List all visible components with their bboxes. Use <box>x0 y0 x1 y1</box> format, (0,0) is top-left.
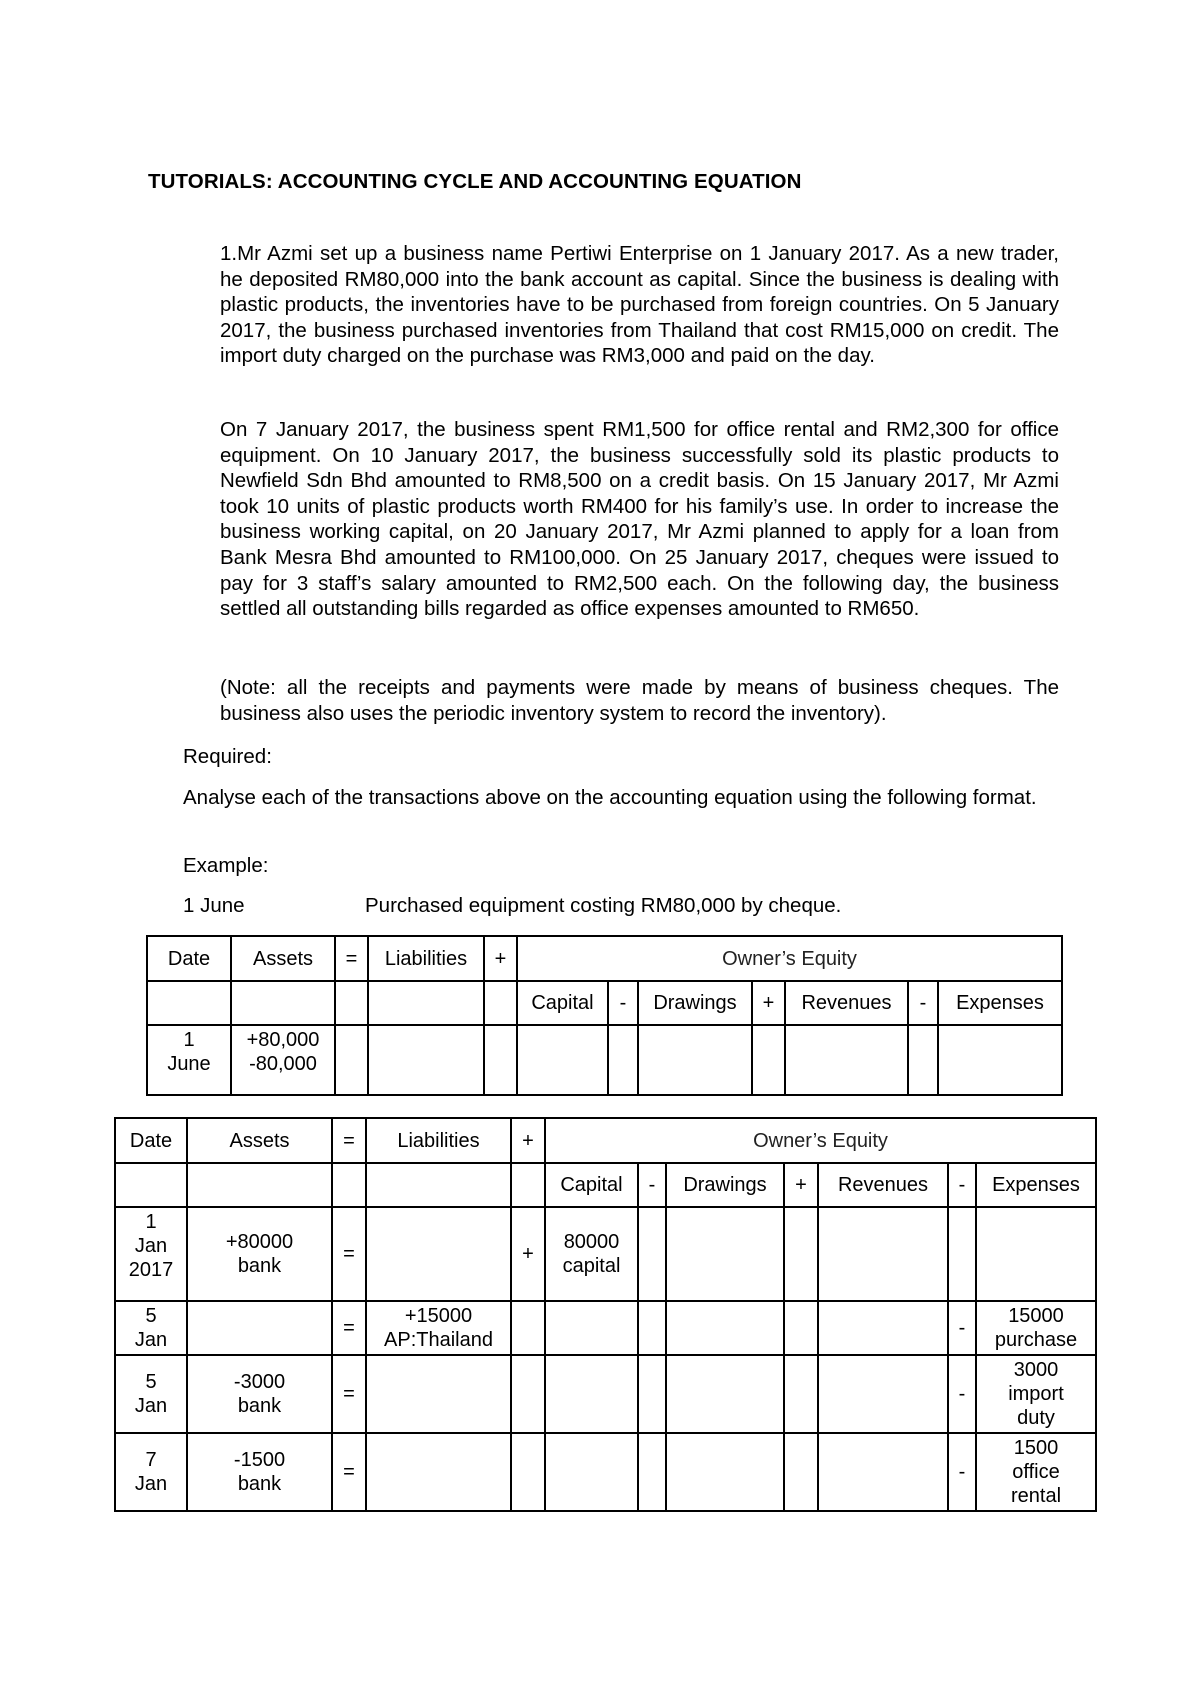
date-line: Jan <box>134 1395 168 1417</box>
header-plus: + <box>511 1118 545 1163</box>
assets-line: bank <box>237 1255 282 1277</box>
plus-cell <box>511 1355 545 1433</box>
expenses-cell <box>976 1433 1096 1511</box>
empty-cell <box>752 1025 785 1095</box>
capital-cell <box>545 1433 638 1511</box>
plus-cell: + <box>511 1207 545 1301</box>
expenses-line: purchase <box>994 1329 1078 1351</box>
required-label: Required: <box>183 745 272 768</box>
empty-cell <box>511 1163 545 1207</box>
header-capital: Capital <box>545 1163 638 1207</box>
liabilities-cell <box>366 1301 511 1355</box>
example-date-line: June <box>167 1053 211 1075</box>
header-plus: + <box>484 936 517 981</box>
header-revenues: Revenues <box>818 1163 948 1207</box>
date-line: 1 <box>145 1211 157 1233</box>
liabilities-line: +15000 <box>404 1305 473 1327</box>
header-plus: + <box>752 981 785 1025</box>
equals-cell: = <box>332 1433 366 1511</box>
equals-cell: = <box>332 1355 366 1433</box>
example-assets-cell <box>231 1025 335 1095</box>
assets-line: +80000 <box>225 1231 294 1253</box>
example-assets-line: -80,000 <box>249 1053 317 1075</box>
instruction-text: Analyse each of the transactions above on the accounting equation using the following format. <box>183 786 1037 809</box>
empty-cell <box>638 1433 666 1511</box>
empty-cell <box>335 981 368 1025</box>
expenses-line: 15000 <box>1008 1305 1064 1327</box>
empty-cell <box>784 1355 818 1433</box>
table-row <box>115 1207 1096 1301</box>
empty-cell <box>332 1163 366 1207</box>
minus-cell: - <box>948 1355 976 1433</box>
empty-cell <box>608 1025 638 1095</box>
header-capital: Capital <box>517 981 608 1025</box>
empty-cell <box>784 1433 818 1511</box>
expenses-line: 3000 <box>1013 1359 1059 1381</box>
header-owners-equity: Owner’s Equity <box>517 936 1062 981</box>
expenses-line: rental <box>1010 1485 1062 1507</box>
drawings-cell <box>666 1301 784 1355</box>
header-assets: Assets <box>187 1118 332 1163</box>
answer-equation-table <box>114 1117 1097 1512</box>
date-line: Jan <box>134 1329 168 1351</box>
empty-cell <box>231 981 335 1025</box>
header-equals: = <box>335 936 368 981</box>
date-cell <box>115 1433 187 1511</box>
plus-cell <box>511 1301 545 1355</box>
example-date: 1 June <box>183 894 245 917</box>
empty-cell <box>785 1025 908 1095</box>
empty-cell <box>638 1207 666 1301</box>
empty-cell <box>484 1025 517 1095</box>
header-plus: + <box>784 1163 818 1207</box>
assets-cell <box>187 1301 332 1355</box>
liabilities-cell <box>366 1433 511 1511</box>
empty-cell <box>368 981 484 1025</box>
header-assets: Assets <box>231 936 335 981</box>
date-cell <box>115 1301 187 1355</box>
example-equation-table <box>146 935 1063 1096</box>
assets-cell <box>187 1355 332 1433</box>
drawings-cell <box>666 1207 784 1301</box>
header-minus: - <box>948 1163 976 1207</box>
header-expenses: Expenses <box>938 981 1062 1025</box>
header-minus: - <box>908 981 938 1025</box>
question-paragraph-1: 1.Mr Azmi set up a business name Pertiwi Enterprise on 1 January 2017. As a new trader, he deposited RM80,000 into the bank account as capital. Since the business is dealing with plastic products, the inventories have to be purchased from foreign countries. On 5 January 2017, the business purchased inventories from Thailand that cost RM15,000 on credit. The import duty charged on the purchase was RM3,000 and paid on the day. <box>220 242 1059 368</box>
empty-cell <box>938 1025 1062 1095</box>
expenses-cell <box>976 1207 1096 1301</box>
empty-cell <box>115 1163 187 1207</box>
capital-cell <box>545 1355 638 1433</box>
header-minus: - <box>608 981 638 1025</box>
expenses-line: 1500 <box>1013 1437 1059 1459</box>
empty-cell <box>638 1355 666 1433</box>
empty-cell <box>366 1163 511 1207</box>
minus-cell: - <box>948 1433 976 1511</box>
table-row <box>115 1433 1096 1511</box>
revenues-cell <box>818 1433 948 1511</box>
header-expenses: Expenses <box>976 1163 1096 1207</box>
assets-line: -1500 <box>233 1449 286 1471</box>
plus-cell <box>511 1433 545 1511</box>
date-line: Jan <box>134 1473 168 1495</box>
header-minus: - <box>638 1163 666 1207</box>
assets-line: -3000 <box>233 1371 286 1393</box>
empty-cell <box>784 1301 818 1355</box>
date-line: Jan <box>134 1235 168 1257</box>
page-title: TUTORIALS: ACCOUNTING CYCLE AND ACCOUNTING EQUATION <box>148 170 802 193</box>
empty-cell <box>638 1025 752 1095</box>
empty-cell <box>187 1163 332 1207</box>
date-line: 5 <box>145 1305 157 1327</box>
header-equals: = <box>332 1118 366 1163</box>
expenses-cell <box>976 1355 1096 1433</box>
table-row <box>115 1301 1096 1355</box>
date-cell <box>115 1355 187 1433</box>
date-line: 7 <box>145 1449 157 1471</box>
expenses-line: office <box>1012 1461 1060 1483</box>
minus-cell: - <box>948 1301 976 1355</box>
date-cell <box>115 1207 187 1301</box>
header-revenues: Revenues <box>785 981 908 1025</box>
capital-cell <box>545 1207 638 1301</box>
question-paragraph-2: On 7 January 2017, the business spent RM1,500 for office rental and RM2,300 for office equipment. On 10 January 2017, the business successfully sold its plastic products to Newfield Sdn Bhd amounted to RM8,500 on a credit basis. On 15 January 2017, Mr Azmi took 10 units of plastic products worth RM400 for his family’s use. In order to increase the business working capital, on 20 January 2017, Mr Azmi planned to apply for a loan from Bank Mesra Bhd amounted to RM100,000. On 25 January 2017, cheques were issued to pay for 3 staff’s salary amounted to RM2,500 each. On the following day, the business settled all outstanding bills regarded as office expenses amounted to RM650. <box>220 418 1059 621</box>
drawings-cell <box>666 1355 784 1433</box>
header-drawings: Drawings <box>666 1163 784 1207</box>
capital-cell <box>545 1301 638 1355</box>
expenses-line: duty <box>1017 1407 1055 1429</box>
header-liabilities: Liabilities <box>368 936 484 981</box>
empty-cell <box>948 1207 976 1301</box>
example-date-cell <box>147 1025 231 1095</box>
liabilities-cell <box>366 1207 511 1301</box>
drawings-cell <box>666 1433 784 1511</box>
assets-cell <box>187 1433 332 1511</box>
liabilities-line: AP:Thailand <box>384 1329 493 1351</box>
example-date-line: 1 <box>183 1029 195 1051</box>
header-owners-equity: Owner’s Equity <box>545 1118 1096 1163</box>
expenses-line: import <box>1008 1383 1064 1405</box>
date-line: 5 <box>145 1371 157 1393</box>
example-description: Purchased equipment costing RM80,000 by cheque. <box>365 894 842 917</box>
assets-cell <box>187 1207 332 1301</box>
header-date: Date <box>147 936 231 981</box>
expenses-cell <box>976 1301 1096 1355</box>
empty-cell <box>484 981 517 1025</box>
revenues-cell <box>818 1355 948 1433</box>
empty-cell <box>517 1025 608 1095</box>
example-assets-line: +80,000 <box>246 1029 320 1051</box>
table-row <box>115 1355 1096 1433</box>
empty-cell <box>638 1301 666 1355</box>
empty-cell <box>784 1207 818 1301</box>
empty-cell <box>147 981 231 1025</box>
empty-cell <box>335 1025 368 1095</box>
revenues-cell <box>818 1301 948 1355</box>
liabilities-cell <box>366 1355 511 1433</box>
header-liabilities: Liabilities <box>366 1118 511 1163</box>
example-label: Example: <box>183 854 269 877</box>
empty-cell <box>368 1025 484 1095</box>
empty-cell <box>908 1025 938 1095</box>
assets-line: bank <box>237 1395 282 1417</box>
equals-cell: = <box>332 1301 366 1355</box>
date-line: 2017 <box>128 1259 174 1281</box>
capital-line: capital <box>562 1255 621 1277</box>
assets-line: bank <box>237 1473 282 1495</box>
equals-cell: = <box>332 1207 366 1301</box>
note-paragraph: (Note: all the receipts and payments were made by means of business cheques. The business also uses the periodic inventory system to record the inventory). <box>220 676 1059 725</box>
header-date: Date <box>115 1118 187 1163</box>
capital-line: 80000 <box>563 1231 620 1253</box>
header-drawings: Drawings <box>638 981 752 1025</box>
revenues-cell <box>818 1207 948 1301</box>
